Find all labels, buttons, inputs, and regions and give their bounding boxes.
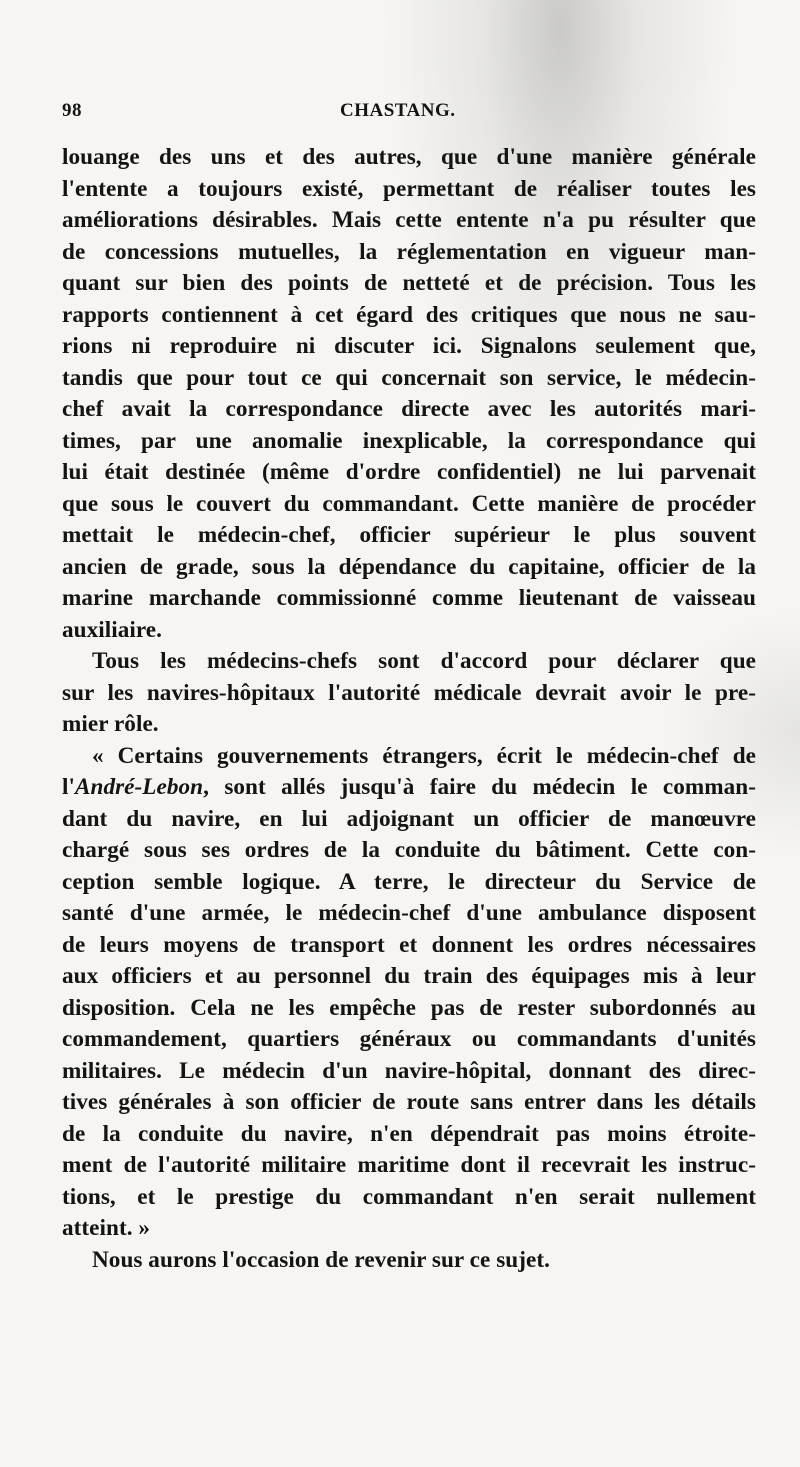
text-line: ment de l'autorité militaire maritime dont il recevrait les instruc-	[62, 1152, 756, 1178]
text-line: l'entente a toujours existé, permettant de réaliser toutes les	[62, 175, 756, 202]
paragraph-1	[62, 142, 756, 646]
text-line: lui était destinée (même d'ordre confidentiel) ne lui parvenait	[62, 459, 756, 485]
text-line: Nous aurons l'occasion de revenir sur ce sujet.	[92, 1246, 550, 1273]
text-line: de leurs moyens de transport et donnent les ordres nécessaires	[62, 931, 756, 958]
text-line: ancien de grade, sous la dépendance du capitaine, officier de la	[62, 553, 756, 580]
text-line: chargé sous ses ordres de la conduite du bâtiment. Cette con-	[62, 837, 756, 863]
text-line: de concessions mutuelles, la réglementation en vigueur man-	[62, 238, 756, 265]
text-line: mettait le médecin-chef, officier supérieur le plus souvent	[62, 522, 756, 548]
text-line: militaires. Le médecin d'un navire-hôpital, donnant des direc-	[62, 1057, 756, 1084]
text-line: mier rôle.	[62, 711, 159, 737]
text-line: times, par une anomalie inexplicable, la correspondance qui	[62, 427, 756, 454]
text-line: tandis que pour tout ce qui concernait son service, le médecin-	[62, 364, 756, 391]
text-line: auxiliaire.	[62, 616, 162, 643]
paragraph-4	[62, 1245, 756, 1277]
text-line: « Certains gouvernements étrangers, écrit le médecin-chef de	[92, 742, 756, 769]
page-number: 98	[62, 100, 82, 121]
text-line: aux officiers et au personnel du train des équipages mis à leur	[62, 963, 756, 989]
page-title: CHASTANG.	[340, 100, 456, 121]
text-line: commandement, quartiers généraux ou commandants d'unités	[62, 1026, 756, 1052]
text-line: dant du navire, en lui adjoignant un officier de manœuvre	[62, 805, 756, 832]
text-line: atteint. »	[62, 1215, 151, 1241]
text-line: marine marchande commissionné comme lieutenant de vaisseau	[62, 585, 756, 611]
running-head	[62, 100, 752, 130]
text-line: sur les navires-hôpitaux l'autorité médicale devrait avoir le pre-	[62, 679, 756, 706]
text-line: tions, et le prestige du commandant n'en serait nullement	[62, 1183, 756, 1210]
text-line: quant sur bien des points de netteté et de précision. Tous les	[62, 270, 756, 296]
text-line: rions ni reproduire ni discuter ici. Signalons seulement que,	[62, 333, 756, 359]
text-line: ception semble logique. A terre, le directeur du Service de	[62, 868, 756, 895]
text-line: l'André-Lebon, sont allés jusqu'à faire du médecin le comman-	[62, 774, 756, 800]
text-line: améliorations désirables. Mais cette entente n'a pu résulter que	[62, 207, 756, 233]
text-line: rapports contiennent à cet égard des critiques que nous ne sau-	[62, 301, 756, 328]
text-line: disposition. Cela ne les empêche pas de rester subordonnés au	[62, 994, 756, 1021]
text-line: tives générales à son officier de route sans entrer dans les détails	[62, 1089, 756, 1115]
text-line: de la conduite du navire, n'en dépendrait pas moins étroite-	[62, 1120, 756, 1147]
paragraph-3-quotation	[62, 741, 756, 1245]
body-text	[62, 142, 756, 1276]
text-line: chef avait la correspondance directe avec les autorités mari-	[62, 396, 756, 422]
text-line: que sous le couvert du commandant. Cette manière de procéder	[62, 490, 756, 517]
text-line: Tous les médecins-chefs sont d'accord pour déclarer que	[92, 648, 756, 674]
text-line: louange des uns et des autres, que d'une manière générale	[62, 144, 756, 170]
text-line: santé d'une armée, le médecin-chef d'une ambulance disposent	[62, 900, 756, 926]
paragraph-2	[62, 646, 756, 741]
